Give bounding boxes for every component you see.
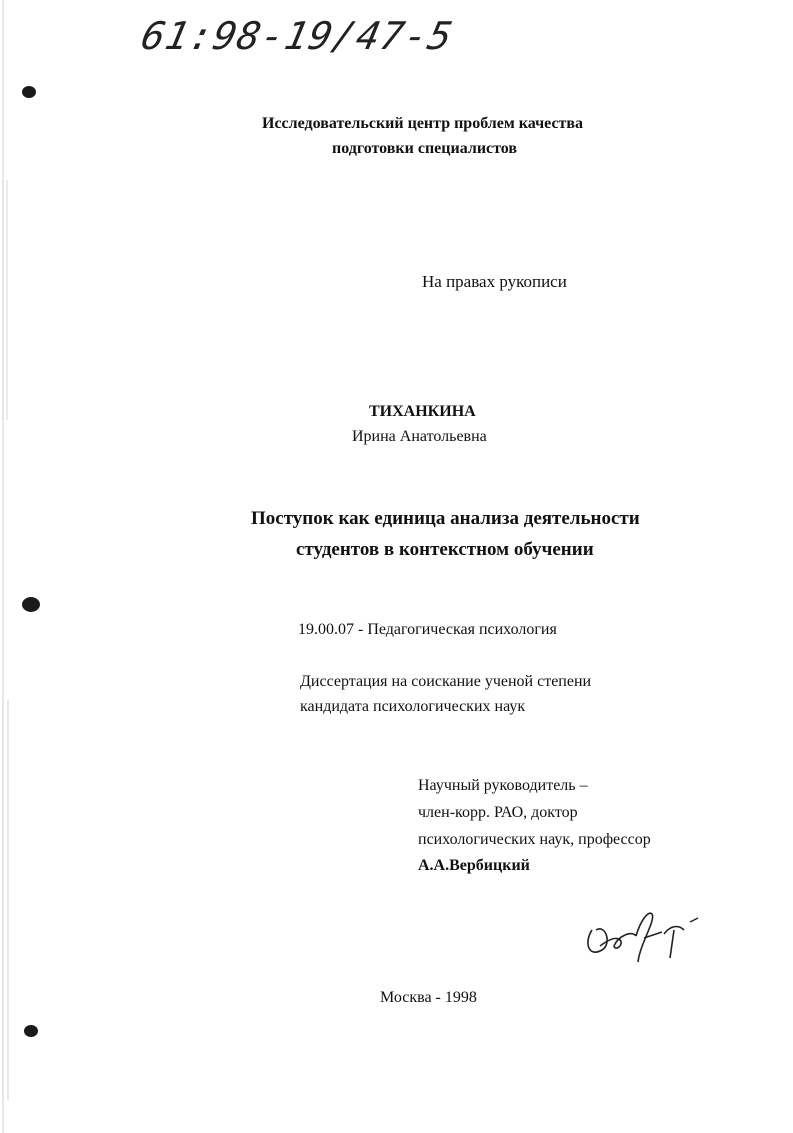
title-line-1: Поступок как единица анализа деятельности (251, 508, 640, 529)
degree-line-1: Диссертация на соискание ученой степени (300, 673, 592, 690)
supervisor-name: А.А.Вербицкий (418, 857, 530, 874)
title-line-2: студентов в контекстном обучении (296, 539, 594, 560)
degree-line-2: кандидата психологических наук (300, 698, 526, 715)
organization-line-2: подготовки специалистов (332, 140, 518, 157)
supervisor-line-2: член-корр. РАО, доктор (418, 804, 578, 821)
scan-blot-top (22, 86, 36, 98)
author-surname: ТИХАНКИНА (369, 403, 476, 420)
manuscript-note: На правах рукописи (422, 272, 567, 291)
handwritten-signature-icon (578, 900, 708, 970)
scan-blot-bottom (24, 1025, 38, 1037)
scan-edge-artifact (0, 0, 12, 1133)
author-name: Ирина Анатольевна (352, 428, 487, 445)
place-year: Москва - 1998 (380, 989, 477, 1006)
supervisor-line-1: Научный руководитель – (418, 777, 588, 794)
scan-blot-middle (22, 597, 40, 612)
supervisor-line-3: психологических наук, профессор (418, 831, 651, 848)
archive-code: 61:98-19/47-5 (137, 14, 458, 58)
specialty: 19.00.07 - Педагогическая психология (298, 621, 557, 638)
organization-line-1: Исследовательский центр проблем качества (262, 115, 584, 132)
